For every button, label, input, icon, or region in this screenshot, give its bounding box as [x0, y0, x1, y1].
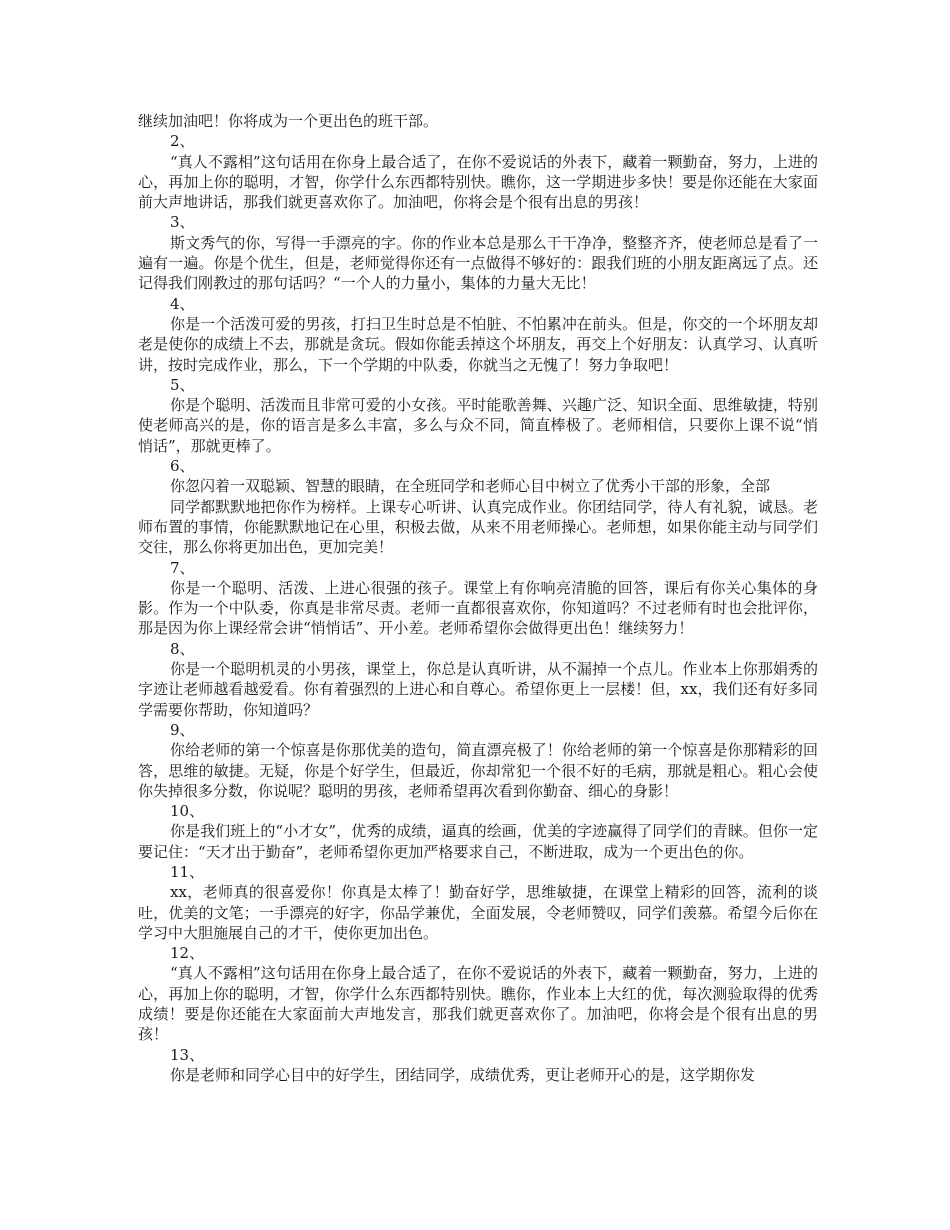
item-number: 13、: [170, 1045, 205, 1064]
item-number: 4、: [170, 294, 195, 313]
comment-paragraph: 斯文秀气的你，写得一手漂亮的字。你的作业本总是那么干干净净，整整齐齐，使老师总是看了一遍有一遍。你是个优生，但是，老师觉得你还有一点做得不够好的：跟我们班的小朋友距离远了点。还记得我们刚教过的那句话吗？“一个人的力量小，集体的力量大无比！: [138, 233, 818, 293]
comment-paragraph: 你是个聪明、活泼而且非常可爱的小女孩。平时能歌善舞、兴趣广泛、知识全面、思维敏捷，特别使老师高兴的是，你的语言是多么丰富，多么与众不同，简直棒极了。老师相信，只要你上课不说“悄悄话”，那就更棒了。: [138, 396, 818, 455]
item-number: 6、: [170, 457, 195, 476]
comment-paragraph: “真人不露相”这句话用在你身上最合适了，在你不爱说话的外表下，藏着一颗勤奋，努力，上进的心，再加上你的聪明，才智，你学什么东西都特别快。瞧你，这一学期进步多快！要是你还能在大家面前大声地讲话，那我们就更喜欢你了。加油吧，你将会是个很有出息的男孩！: [138, 152, 818, 212]
comment-paragraph: 你是老师和同学心目中的好学生，团结同学，成绩优秀，更让老师开心的是，这学期你发: [170, 1065, 756, 1084]
comment-paragraph: 你是一个聪明、活泼、上进心很强的孩子。课堂上有你响亮清脆的回答，课后有你关心集体的身影。作为一个中队委，你真是非常尽责。老师一直都很喜欢你，你知道吗？不过老师有时也会批评你，那是因为你上课经常会讲“悄悄话”、开小差。老师希望你会做得更出色！继续努力！: [138, 578, 818, 638]
comment-paragraph: 你忽闪着一双聪颖、智慧的眼睛，在全班同学和老师心目中树立了优秀小干部的形象，全部: [170, 477, 771, 496]
item-number: 7、: [170, 558, 195, 577]
comment-paragraph: xx，老师真的很喜爱你！你真是太棒了！勤奋好学，思维敏捷，在课堂上精彩的回答，流利的谈吐，优美的文笔；一手漂亮的好字，你品学兼优，全面发展，令老师赞叹，同学们羡慕。希望今后你在学习中大胆施展自己的才干，使你更加出色。: [138, 883, 818, 942]
item-number: 5、: [170, 375, 195, 394]
comment-paragraph: 你是一个活泼可爱的男孩，打扫卫生时总是不怕脏、不怕累冲在前头。但是，你交的一个坏朋友却老是使你的成绩上不去，那就是贪玩。假如你能丢掉这个坏朋友，再交上个好朋友：认真学习、认真听讲，按时完成作业，那么，下一个学期的中队委，你就当之无愧了！努力争取吧！: [138, 314, 818, 374]
item-number: 12、: [170, 944, 205, 963]
item-number: 3、: [170, 213, 195, 232]
item-number: 2、: [170, 132, 195, 151]
comment-paragraph: 你给老师的第一个惊喜是你那优美的造句，简直漂亮极了！你给老师的第一个惊喜是你那精彩的回答，思维的敏捷。无疑，你是个好学生，但最近，你却常犯一个很不好的毛病，那就是粗心。粗心会使你失掉很多分数，你说呢？聪明的男孩，老师希望再次看到你勤奋、细心的身影！: [138, 741, 818, 800]
item-number: 11、: [170, 862, 205, 881]
comment-paragraph: 同学都默默地把你作为榜样。上课专心听讲、认真完成作业。你团结同学，待人有礼貌，诚恳。老师布置的事情，你能默默地记在心里，积极去做，从来不用老师操心。老师想，如果你能主动与同学们交往，那么你将更加出色，更加完美！: [138, 497, 818, 557]
item-number: 8、: [170, 639, 195, 658]
item-number: 9、: [170, 720, 195, 739]
comment-paragraph: 继续加油吧！你将成为一个更出色的班干部。: [138, 112, 439, 130]
document-body: [138, 111, 818, 1085]
item-number: 10、: [170, 802, 205, 821]
comment-paragraph: “真人不露相”这句话用在你身上最合适了，在你不爱说话的外表下，藏着一颗勤奋，努力，上进的心，再加上你的聪明，才智，你学什么东西都特别快。瞧你，作业本上大红的优，每次测验取得的优秀成绩！要是你还能在大家面前大声地发言，那我们就更喜欢你了。加油吧，你将会是个很有出息的男孩！: [138, 964, 818, 1044]
comment-paragraph: 你是我们班上的“小才女”，优秀的成绩，逼真的绘画，优美的字迹赢得了同学们的青睐。但你一定要记住：“天才出于勤奋”，老师希望你更加严格要求自己，不断进取，成为一个更出色的你。: [138, 822, 818, 861]
comment-paragraph: 你是一个聪明机灵的小男孩，课堂上，你总是认真听讲，从不漏掉一个点儿。作业本上你那娟秀的字迹让老师越看越爱看。你有着强烈的上进心和自尊心。希望你更上一层楼！但，xx，我们还有好多同学需要你帮助，你知道吗？: [138, 660, 818, 719]
